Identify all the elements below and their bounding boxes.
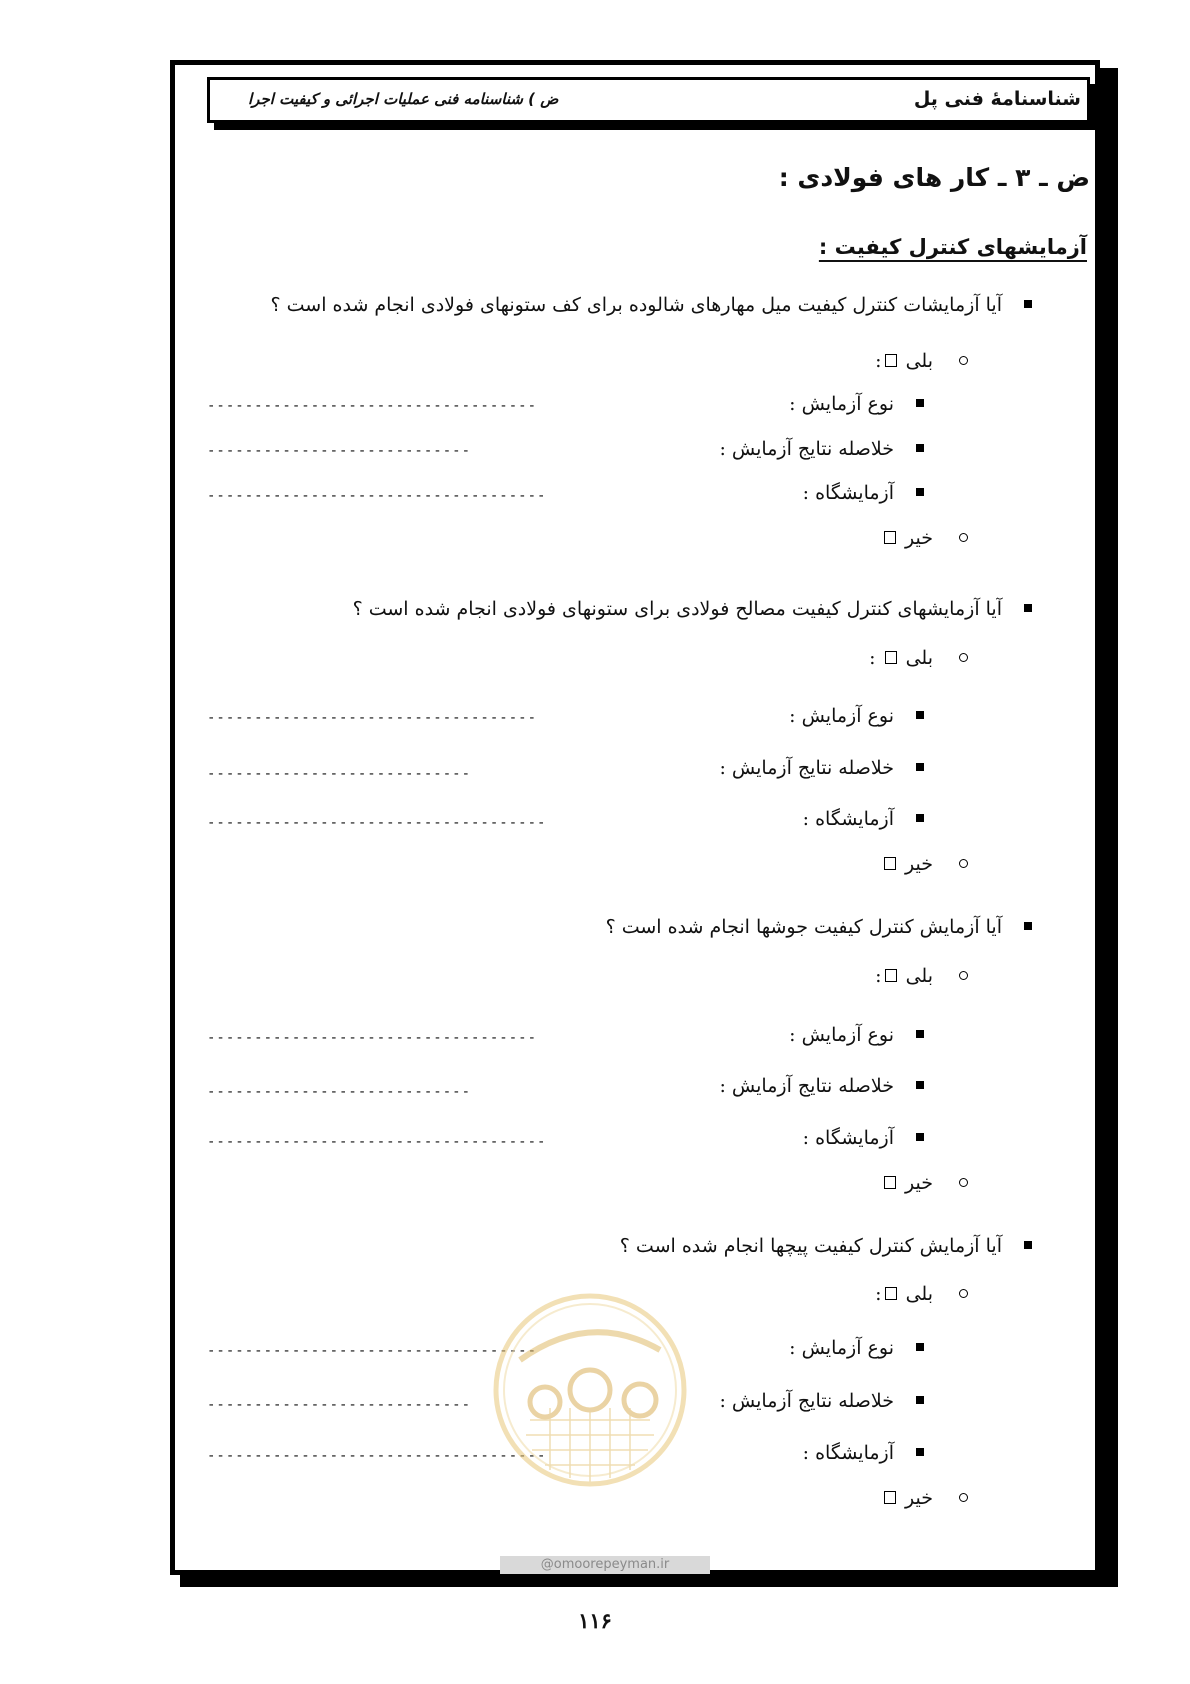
question-2-field-test-type: نوع آزمایش : (789, 705, 924, 727)
fill-in-line[interactable]: ---------------------------- (207, 1084, 472, 1100)
watermark-url: @omoorepeyman.ir (500, 1556, 710, 1574)
question-4-field-test-type: نوع آزمایش : (789, 1337, 924, 1359)
fill-in-line[interactable]: ---------------------------- (207, 1397, 472, 1413)
square-bullet-icon (1024, 604, 1032, 612)
fill-in-line[interactable]: ----------------------------------- (207, 398, 538, 414)
fill-in-line[interactable]: ---------------------------- (207, 766, 472, 782)
square-bullet-icon (916, 1448, 924, 1456)
header-document-title: شناسنامهٔ فنی پل (913, 88, 1081, 110)
question-3-no-option: خیر (881, 1172, 968, 1194)
fill-in-line[interactable]: ------------------------------------ (207, 488, 547, 504)
question-4: آیا آزمایش کنترل کیفیت پیچها انجام شده است ؟ (620, 1235, 1032, 1257)
question-2-no-option: خیر (881, 853, 968, 875)
question-3-field-laboratory: آزمایشگاه : (803, 1127, 924, 1149)
circle-bullet-icon (959, 1493, 968, 1502)
question-4-field-laboratory: آزمایشگاه : (803, 1442, 924, 1464)
circle-bullet-icon (959, 1289, 968, 1298)
square-bullet-icon (916, 399, 924, 407)
yes-checkbox[interactable] (885, 354, 897, 367)
question-2: آیا آزمایشهای کنترل کیفیت مصالح فولادی برای ستونهای فولادی انجام شده است ؟ (353, 598, 1032, 620)
question-1-field-results-summary: خلاصله نتایج آزمایش : (719, 438, 924, 460)
watermark-logo (490, 1290, 690, 1490)
question-4-field-results-summary: خلاصله نتایج آزمایش : (719, 1390, 924, 1412)
question-1-no-option: خیر (881, 527, 968, 549)
no-checkbox[interactable] (884, 857, 896, 870)
square-bullet-icon (916, 814, 924, 822)
yes-checkbox[interactable] (885, 1287, 897, 1300)
question-2-yes-option: بلی : (869, 647, 968, 669)
question-1-field-test-type: نوع آزمایش : (789, 393, 924, 415)
square-bullet-icon (1024, 300, 1032, 308)
fill-in-line[interactable]: ---------------------------- (207, 443, 472, 459)
question-3-field-results-summary: خلاصله نتایج آزمایش : (719, 1075, 924, 1097)
no-checkbox[interactable] (884, 1176, 896, 1189)
square-bullet-icon (916, 1030, 924, 1038)
fill-in-line[interactable]: ------------------------------------ (207, 1134, 547, 1150)
square-bullet-icon (916, 763, 924, 771)
yes-checkbox[interactable] (885, 969, 897, 982)
fill-in-line[interactable]: ----------------------------------- (207, 1030, 538, 1046)
no-checkbox[interactable] (884, 1491, 896, 1504)
fill-in-line[interactable]: ------------------------------------ (207, 815, 547, 831)
square-bullet-icon (916, 488, 924, 496)
question-3-field-test-type: نوع آزمایش : (789, 1024, 924, 1046)
running-header (207, 77, 1090, 123)
question-1-field-laboratory: آزمایشگاه : (803, 482, 924, 504)
question-2-field-results-summary: خلاصله نتایج آزمایش : (719, 757, 924, 779)
fill-in-line[interactable]: ----------------------------------- (207, 1343, 538, 1359)
fill-in-line[interactable]: ----------------------------------- (207, 710, 538, 726)
square-bullet-icon (916, 711, 924, 719)
circle-bullet-icon (959, 356, 968, 365)
yes-checkbox[interactable] (885, 651, 897, 664)
question-2-field-laboratory: آزمایشگاه : (803, 808, 924, 830)
square-bullet-icon (916, 1133, 924, 1141)
square-bullet-icon (916, 1343, 924, 1351)
circle-bullet-icon (959, 653, 968, 662)
square-bullet-icon (1024, 922, 1032, 930)
question-1-yes-option: بلی : (875, 350, 968, 372)
question-3: آیا آزمایش کنترل کیفیت جوشها انجام شده است ؟ (606, 916, 1032, 938)
question-3-yes-option: بلی : (875, 965, 968, 987)
square-bullet-icon (916, 1081, 924, 1089)
question-4-no-option: خیر (881, 1487, 968, 1509)
circle-bullet-icon (959, 859, 968, 868)
square-bullet-icon (1024, 1241, 1032, 1249)
no-checkbox[interactable] (884, 531, 896, 544)
circle-bullet-icon (959, 971, 968, 980)
question-1: آیا آزمایشات کنترل کیفیت میل مهارهای شالوده برای کف ستونهای فولادی انجام شده است ؟ (271, 294, 1032, 316)
square-bullet-icon (916, 1396, 924, 1404)
question-4-yes-option: بلی : (875, 1283, 968, 1305)
section-title: ض ـ ۳ ـ کار های فولادی : (778, 163, 1090, 192)
fill-in-line[interactable]: ------------------------------------ (207, 1448, 547, 1464)
page-number: ۱۱۶ (578, 1608, 612, 1633)
circle-bullet-icon (959, 533, 968, 542)
square-bullet-icon (916, 444, 924, 452)
header-chapter-title: ض ) شناسنامه فنی عملیات اجرائی و کیفیت اجرا (248, 90, 559, 108)
circle-bullet-icon (959, 1178, 968, 1187)
subsection-title: آزمایشهای کنترل کیفیت : (818, 235, 1087, 259)
